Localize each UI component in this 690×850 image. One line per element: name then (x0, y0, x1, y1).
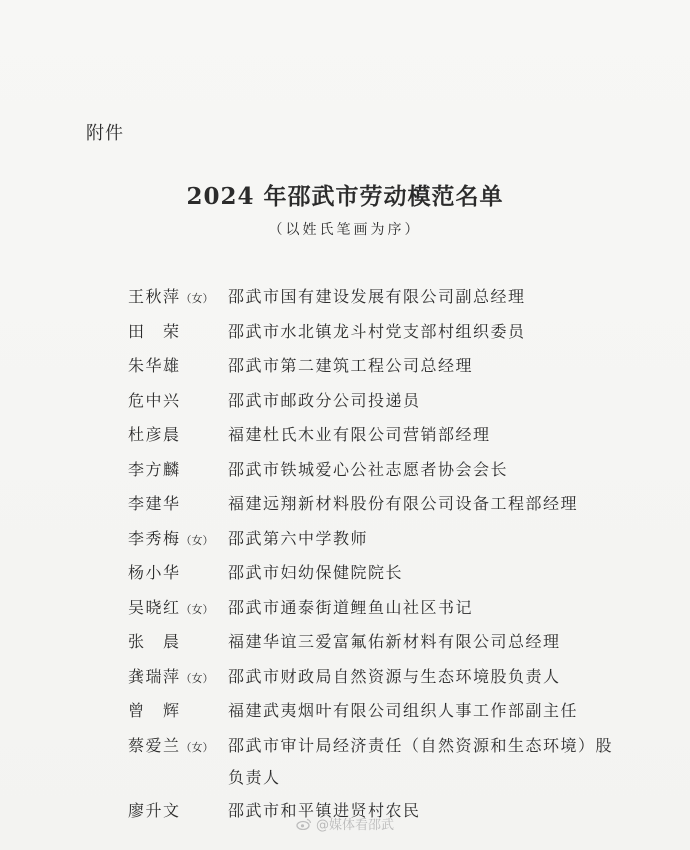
honoree-title: 邵武市财政局自然资源与生态环境股负责人 (228, 666, 561, 686)
watermark-text: @媒体看邵武 (316, 818, 395, 833)
honoree-name (128, 795, 228, 830)
list-item (128, 695, 628, 730)
name-text: 朱华雄 (128, 356, 181, 375)
name-text: 吴晓红 (128, 597, 181, 617)
honoree-title: 福建华谊三爱富氟佑新材料有限公司总经理 (228, 632, 561, 651)
name-text: 蔡爱兰 (128, 735, 181, 755)
honoree-name (128, 592, 228, 627)
document-subtitle: （以姓氏笔画为序） (268, 222, 422, 238)
weibo-icon (296, 818, 312, 830)
honoree-title: 邵武市妇幼保健院院长 (228, 563, 404, 582)
honoree-name (128, 316, 228, 351)
name-text: 李方麟 (128, 459, 181, 479)
list-item (128, 488, 628, 523)
name-text: 廖升文 (128, 800, 181, 820)
honoree-name (128, 454, 228, 489)
honoree-name (128, 557, 228, 592)
list-item (128, 661, 628, 696)
name-text: 李建华 (128, 494, 181, 513)
honoree-title (228, 730, 628, 795)
name-text: 李秀梅 (128, 528, 181, 548)
attachment-label: 附件 (86, 123, 124, 144)
honoree-name (128, 419, 228, 454)
honoree-name (128, 488, 228, 523)
list-item (128, 281, 628, 316)
honoree-title-line: 邵武市审计局经济责任（自然资源和生态环境）股 (228, 735, 614, 755)
honoree-title: 邵武市和平镇进贤村农民 (228, 800, 421, 820)
honoree-title-continuation: 负责人 (228, 768, 281, 787)
name-text: 龚瑞萍 (128, 666, 181, 686)
honoree-title: 福建远翔新材料股份有限公司设备工程部经理 (228, 494, 579, 513)
list-item (128, 592, 628, 627)
list-item (128, 557, 628, 592)
list-item (128, 730, 628, 795)
name-text: 杨小华 (128, 563, 181, 582)
gender-mark: （女） (180, 740, 214, 754)
list-item (128, 316, 628, 351)
list-item (128, 419, 628, 454)
gender-mark: （女） (180, 602, 214, 616)
honoree-title: 福建杜氏木业有限公司营销部经理 (228, 425, 491, 444)
honoree-name (128, 523, 228, 558)
honoree-title: 福建武夷烟叶有限公司组织人事工作部副主任 (228, 701, 579, 720)
name-text: 田 荣 (128, 321, 181, 341)
list-item (128, 523, 628, 558)
honoree-title: 邵武市铁城爱心公社志愿者协会会长 (228, 459, 509, 479)
honoree-name (128, 281, 228, 316)
gender-mark: （女） (180, 292, 214, 305)
gender-mark: （女） (180, 533, 214, 547)
list-item (128, 350, 628, 385)
document-title: 2024 年邵武市劳动模范名单 (186, 183, 504, 210)
list-item (128, 626, 628, 661)
honoree-name (128, 350, 228, 385)
honoree-name (128, 385, 228, 420)
honoree-name (128, 626, 228, 661)
honoree-title: 邵武市第二建筑工程公司总经理 (228, 356, 474, 375)
watermark (296, 814, 394, 833)
honoree-title: 邵武市水北镇龙斗村党支部村组织委员 (228, 321, 526, 341)
honoree-name (128, 695, 228, 730)
honoree-title: 邵武市通泰街道鲤鱼山社区书记 (228, 597, 474, 617)
list-item (128, 454, 628, 489)
gender-mark: （女） (180, 671, 214, 685)
name-text: 曾 辉 (128, 701, 181, 720)
honoree-title: 邵武第六中学教师 (228, 528, 369, 548)
honoree-title: 邵武市国有建设发展有限公司副总经理 (228, 287, 526, 306)
honoree-list (128, 281, 628, 829)
name-text: 张 晨 (128, 632, 181, 651)
list-item (128, 385, 628, 420)
honoree-name (128, 730, 228, 765)
honoree-name (128, 661, 228, 696)
honoree-title: 邵武市邮政分公司投递员 (228, 390, 421, 410)
name-text: 杜彦晨 (128, 425, 181, 444)
name-text: 王秋萍 (128, 287, 181, 306)
name-text: 危中兴 (128, 390, 181, 410)
